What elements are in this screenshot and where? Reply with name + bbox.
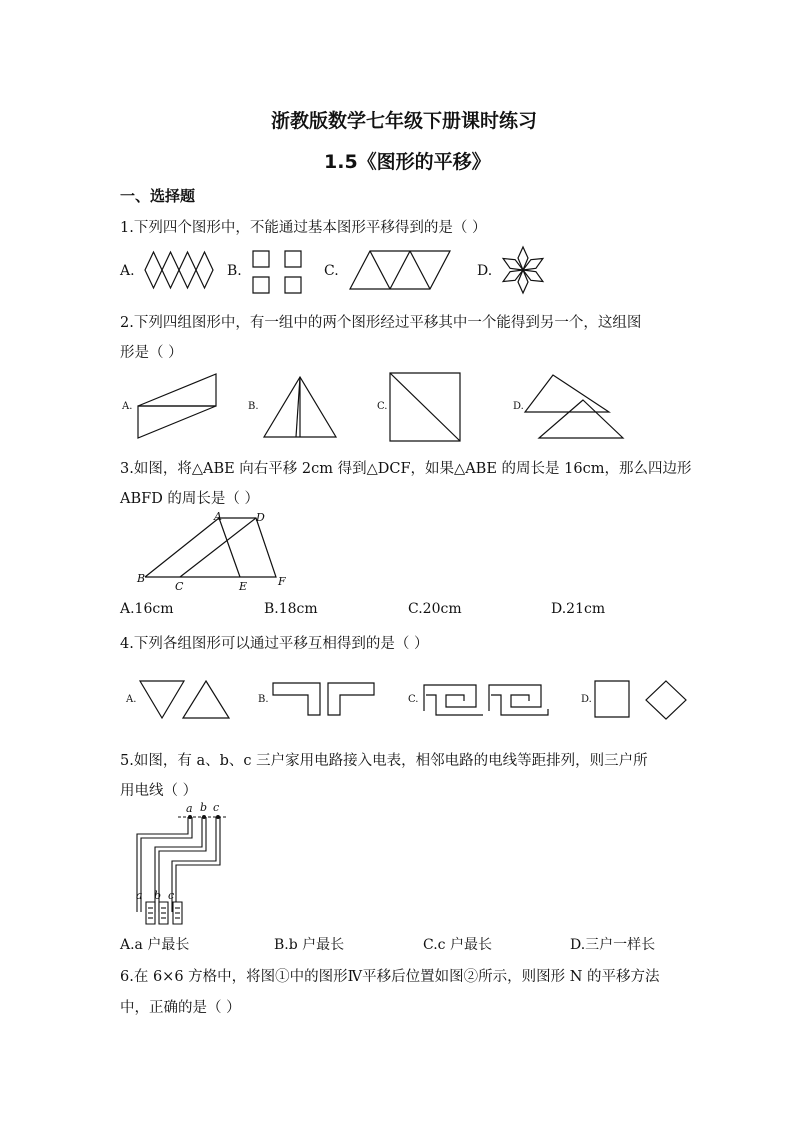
q3-label-e: E — [239, 580, 248, 593]
q1-figure-b-squares — [252, 250, 302, 294]
q5-option-b: B.b 户最长 — [274, 937, 345, 953]
q4-option-a-label: A. — [126, 694, 137, 705]
q4-option-c-label: C. — [408, 694, 419, 705]
q5-label-a-top: a — [186, 802, 193, 815]
q4-option-b-label: B. — [258, 694, 269, 705]
q5-option-c: C.c 户最长 — [423, 937, 492, 953]
q1-option-b-label: B. — [227, 263, 242, 279]
question-5-stem-line1: 5.如图，有 a、b、c 三户家用电路接入电表，相邻电路的电线等距排列，则三户所 — [120, 753, 648, 769]
q3-label-f: F — [278, 575, 286, 588]
q3-label-d: D — [256, 511, 265, 524]
question-5-stem-line2: 用电线（ ） — [120, 783, 198, 799]
q3-label-b: B — [137, 572, 146, 585]
q5-option-d: D.三户一样长 — [570, 937, 656, 953]
question-4-stem: 4.下列各组图形可以通过平移互相得到的是（ ） — [120, 636, 429, 652]
q3-option-a: A.16cm — [120, 601, 174, 617]
q2-figure-b-triangle — [262, 376, 338, 438]
q4-figure-a-triangles — [139, 680, 231, 720]
q1-figure-c-parallelogram — [350, 250, 450, 290]
q1-option-c-label: C. — [324, 263, 339, 279]
q3-label-c: C — [175, 580, 184, 593]
q1-option-d-label: D. — [477, 263, 493, 279]
q3-option-c: C.20cm — [408, 601, 462, 617]
q3-option-b: B.18cm — [264, 601, 318, 617]
q1-figure-d-star — [498, 246, 548, 294]
q4-figure-d-squares — [594, 680, 690, 720]
q2-option-c-label: C. — [377, 401, 388, 412]
question-6-stem-line1: 6.在 6×6 方格中，将图①中的图形Ⅳ平移后位置如图②所示，则图形 N 的平移方法 — [120, 969, 660, 985]
section-heading: 一、选择题 — [120, 187, 196, 205]
q1-option-a-label: A. — [120, 263, 135, 279]
q4-figure-c-meanders — [421, 681, 551, 717]
question-2-stem-line2: 形是（ ） — [120, 345, 183, 361]
q5-figure-wiring — [132, 800, 236, 926]
page-subtitle: 1.5《图形的平移》 — [324, 151, 491, 173]
page-title: 浙教版数学七年级下册课时练习 — [271, 110, 538, 132]
q5-label-c-bottom: c — [168, 889, 175, 902]
question-1-stem: 1.下列四个图形中，不能通过基本图形平移得到的是（ ） — [120, 220, 487, 236]
q5-label-a-bottom: a — [136, 889, 143, 902]
question-3-stem-line2: ABFD 的周长是（ ） — [120, 491, 260, 507]
question-3-stem-line1: 3.如图，将△ABE 向右平移 2cm 得到△DCF，如果△ABE 的周长是 16cm，那么四边形 — [120, 461, 692, 477]
q2-figure-c-square — [389, 372, 461, 442]
q3-option-d: D.21cm — [551, 601, 606, 617]
question-2-stem-line1: 2.下列四组图形中，有一组中的两个图形经过平移其中一个能得到另一个，这组图 — [120, 315, 642, 331]
q4-figure-b-l-shapes — [272, 682, 376, 716]
q1-figure-a-rhombus-chain — [145, 250, 213, 290]
q2-figure-a-triangles — [136, 372, 220, 440]
q5-option-a: A.a 户最长 — [120, 937, 190, 953]
q5-label-b-top: b — [200, 801, 208, 814]
q3-label-a: A — [214, 510, 222, 523]
q2-option-b-label: B. — [248, 401, 259, 412]
question-6-stem-line2: 中，正确的是（ ） — [120, 1000, 241, 1016]
q5-label-c-top: c — [213, 801, 220, 814]
q2-figure-d-triangles — [523, 374, 625, 440]
q4-option-d-label: D. — [581, 694, 592, 705]
q2-option-d-label: D. — [513, 401, 524, 412]
q2-option-a-label: A. — [122, 401, 133, 412]
q5-label-b-bottom: b — [154, 889, 162, 902]
